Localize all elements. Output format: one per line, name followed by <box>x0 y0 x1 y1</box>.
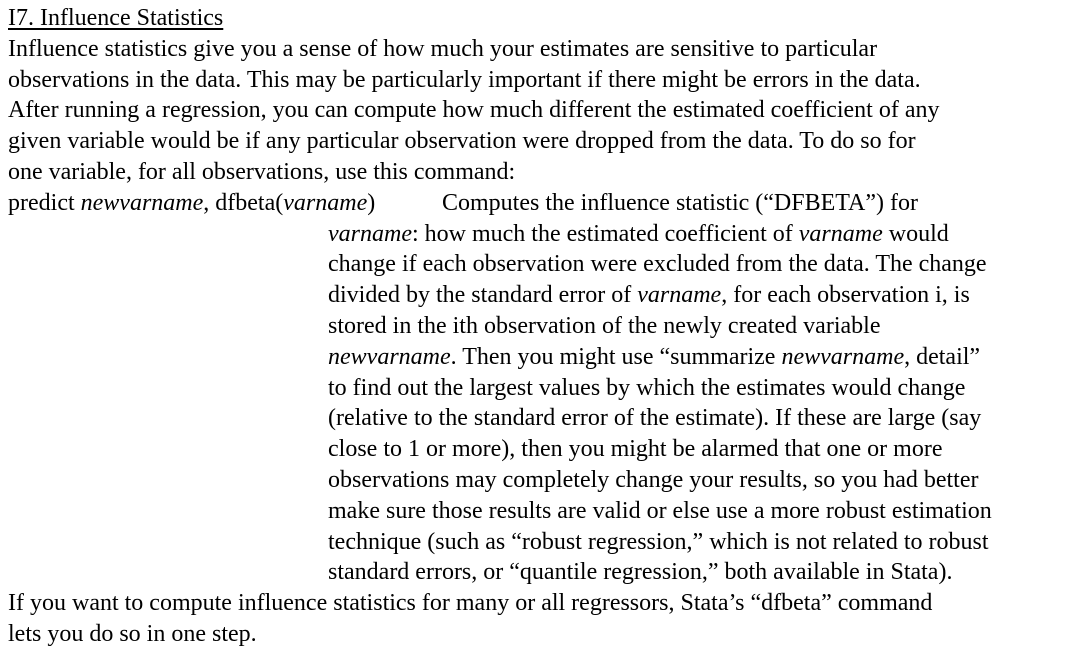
description-line: close to 1 or more), then you might be alarmed that one or more <box>328 436 943 463</box>
command-description-first-line: Computes the influence statistic (“DFBETA”) for <box>442 189 918 216</box>
description-newvarname: newvarname <box>328 343 451 370</box>
description-text: , detail” <box>904 343 981 370</box>
description-line: to find out the largest values by which the estimates would change <box>328 374 966 401</box>
intro-line: After running a regression, you can compute how much different the estimated coefficient of any <box>8 97 940 124</box>
description-varname: varname <box>328 220 412 247</box>
description-text: divided by the standard error of <box>328 282 638 309</box>
description-text: . Then you might use “summarize <box>450 343 782 370</box>
intro-paragraph <box>8 34 1080 188</box>
description-newvarname: newvarname <box>781 343 905 370</box>
intro-line: one variable, for all observations, use this command: <box>8 158 516 185</box>
description-line: stored in the ith observation of the newly created variable <box>328 312 881 339</box>
description-varname: varname <box>637 282 722 309</box>
closing-paragraph <box>8 588 1080 650</box>
command-syntax <box>8 188 442 219</box>
closing-line: lets you do so in one step. <box>8 620 257 647</box>
description-line: observations may completely change your results, so you had better <box>328 466 979 493</box>
section-heading: I7. Influence Statistics <box>8 5 224 31</box>
description-line: standard errors, or “quantile regression,” both available in Stata). <box>328 559 953 586</box>
description-text: , for each observation i, is <box>721 282 970 309</box>
description-line: technique (such as “robust regression,” which is not related to robust <box>328 528 989 555</box>
description-line: make sure those results are valid or else use a more robust estimation <box>328 497 992 524</box>
closing-line: If you want to compute influence statistics for many or all regressors, Stata’s “dfbeta” command <box>8 590 933 617</box>
command-varname: varname <box>283 189 368 216</box>
command-description <box>8 219 1080 589</box>
intro-line: observations in the data. This may be particularly important if there might be errors in the data. <box>8 66 921 93</box>
command-dfbeta: , dfbeta( <box>203 189 284 216</box>
command-close-paren: ) <box>367 189 376 216</box>
description-line <box>8 342 1080 373</box>
description-line <box>8 219 1080 250</box>
description-text: would <box>882 220 949 247</box>
description-varname: varname <box>798 220 883 247</box>
command-newvarname: newvarname <box>80 189 204 216</box>
description-line: (relative to the standard error of the estimate). If these are large (say <box>328 405 982 432</box>
intro-line: Influence statistics give you a sense of how much your estimates are sensitive to particular <box>8 35 878 62</box>
description-line <box>8 280 1080 311</box>
intro-line: given variable would be if any particular observation were dropped from the data. To do so for <box>8 128 916 155</box>
description-text: : how much the estimated coefficient of <box>411 220 799 247</box>
command-predict: predict <box>8 189 81 216</box>
command-row <box>8 188 1080 219</box>
description-line: change if each observation were excluded from the data. The change <box>328 251 987 278</box>
